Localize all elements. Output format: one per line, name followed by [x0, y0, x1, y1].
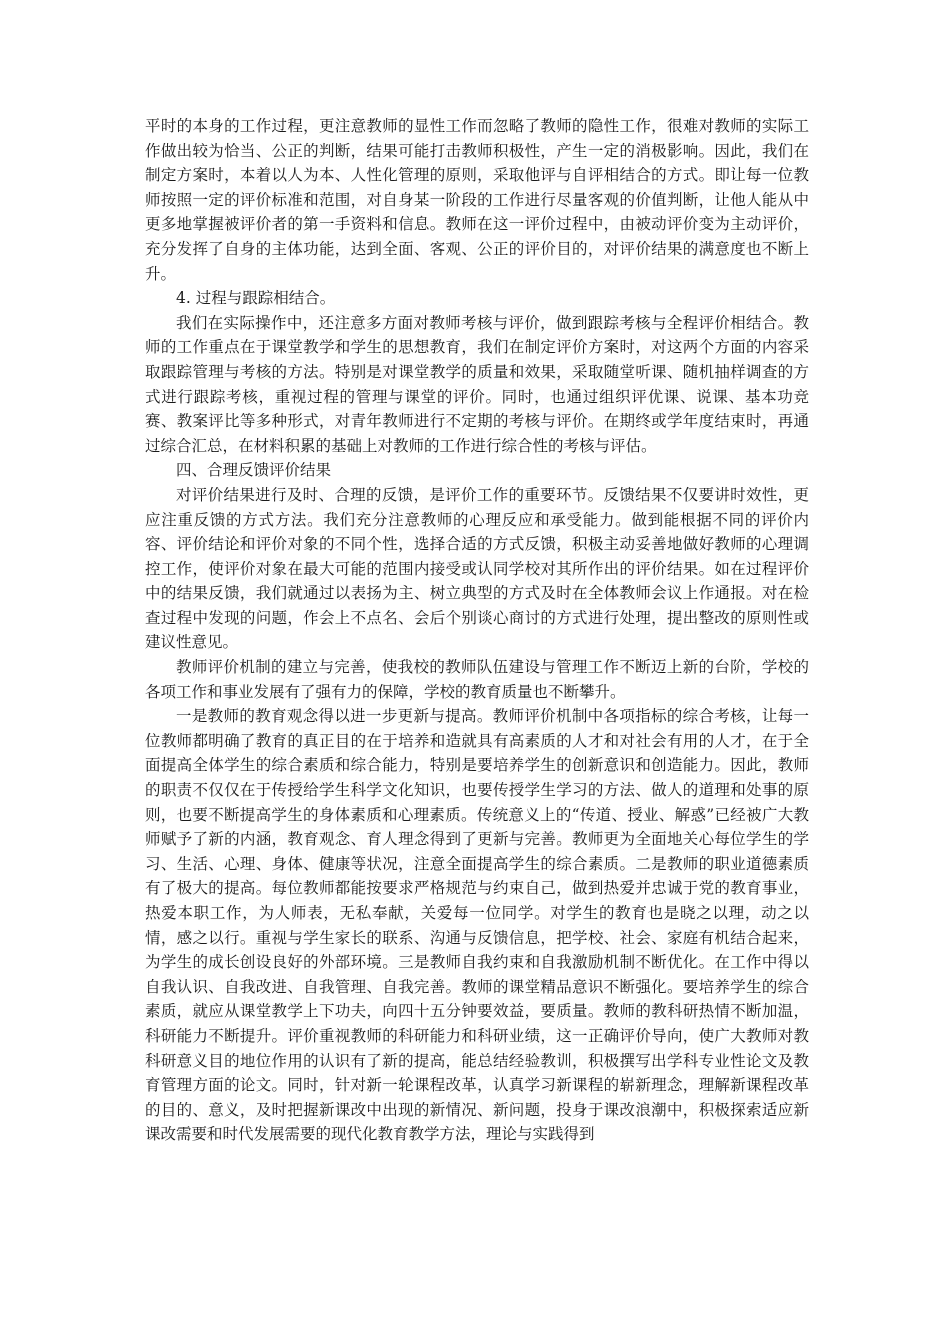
paragraph-continued: 平时的本身的工作过程，更注意教师的显性工作而忽略了教师的隐性工作，很难对教师的实际工作做出较为恰当、公正的判断，结果可能打击教师积极性，产生一定的消极影响。因此，我们在制定方案时，本着以人为本、人性化管理的原则，采取他评与自评相结合的方式。即让每一位教师按照一定的评价标准和范围，对自身某一阶段的工作进行尽量客观的价值判断，让他人能从中更多地掌握被评价者的第一手资料和信息。教师在这一评价过程中，由被动评价变为主动评价，充分发挥了自身的主体功能，达到全面、客观、公正的评价目的，对评价结果的满意度也不断上升。 — [145, 117, 809, 283]
paragraph-feedback: 对评价结果进行及时、合理的反馈，是评价工作的重要环节。反馈结果不仅要讲时效性，更应注重反馈的方式方法。我们充分注意教师的心理反应和承受能力。做到能根据不同的评价内容、评价结论和评价对象的不同个性，选择合适的方式反馈，积极主动妥善地做好教师的心理调控工作，使评价对象在最大可能的范围内接受或认同学校对其所作出的评价结果。如在过程评价中的结果反馈，我们就通过以表扬为主、树立典型的方式及时在全体教师会议上作通报。对在检查过程中发现的问题，作会上不点名、会后个别谈心商讨的方式进行处理，提出整改的原则性或建议性意见。 — [145, 485, 809, 652]
section-heading-process-tracking: 4. 过程与跟踪相结合。 — [176, 289, 336, 308]
section-heading-feedback: 四、合理反馈评价结果 — [176, 461, 332, 480]
paragraph-process-tracking: 我们在实际操作中，还注意多方面对教师考核与评价，做到跟踪考核与全程评价相结合。教师的工作重点在于课堂教学和学生的思想教育，我们在制定评价方案时，对这两个方面的内容采取跟踪管理与考核的方法。特别是对课堂教学的质量和效果，采取随堂听课、随机抽样调查的方式进行跟踪考核，重视过程的管理与课堂的评价。同时，也通过组织评优课、说课、基本功竞赛、教案评比等多种形式，对青年教师进行不定期的考核与评价。在期终或学年度结束时，再通过综合汇总，在材料积累的基础上对教师的工作进行综合性的考核与评估。 — [145, 313, 809, 455]
document-body — [145, 114, 809, 1147]
paragraph-outcomes: 一是教师的教育观念得以进一步更新与提高。教师评价机制中各项指标的综合考核，让每一位教师都明确了教育的真正目的在于培养和造就具有高素质的人才和对社会有用的人才，在于全面提高全体学生的综合素质和综合能力，特别是要培养学生的创新意识和创造能力。因此，教师的职责不仅仅在于传授给学生科学文化知识，也要传授学生学习的方法、做人的道理和处事的原则，也要不断提高学生的身体素质和心理素质。传统意义上的“传道、授业、解惑”已经被广大教师赋予了新的内涵，教育观念、育人理念得到了更新与完善。教师更为全面地关心每位学生的学习、生活、心理、身体、健康等状况，注意全面提高学生的综合素质。二是教师的职业道德素质有了极大的提高。每位教师都能按要求严格规范与约束自己，做到热爱并忠诚于党的教育事业，热爱本职工作，为人师表，无私奉献，关爱每一位同学。对学生的教育也是晓之以理，动之以情，感之以行。重视与学生家长的联系、沟通与反馈信息，把学校、社会、家庭有机结合起来，为学生的成长创设良好的外部环境。三是教师自我约束和自我激励机制不断优化。在工作中得以自我认识、自我改进、自我管理、自我完善。教师的课堂精品意识不断强化。要培养学生的综合素质，就应从课堂教学上下功夫，向四十五分钟要效益，要质量。教师的教科研热情不断加温，科研能力不断提升。评价重视教师的科研能力和科研业绩，这一正确评价导向，使广大教师对教科研意义目的地位作用的认识有了新的提高，能总结经验教训，积极撰写出学科专业性论文及教育管理方面的论文。同时，针对新一轮课程改革，认真学习新课程的崭新理念，理解新课程改革的目的、意义，及时把握新课改中出现的新情况、新问题，投身于课改浪潮中，积极探索适应新课改需要和时代发展需要的现代化教育教学方法，理论与实践得到 — [145, 707, 809, 1144]
paragraph-mechanism-summary: 教师评价机制的建立与完善，使我校的教师队伍建设与管理工作不断迈上新的台阶，学校的各项工作和事业发展有了强有力的保障，学校的教育质量也不断攀升。 — [145, 658, 809, 701]
